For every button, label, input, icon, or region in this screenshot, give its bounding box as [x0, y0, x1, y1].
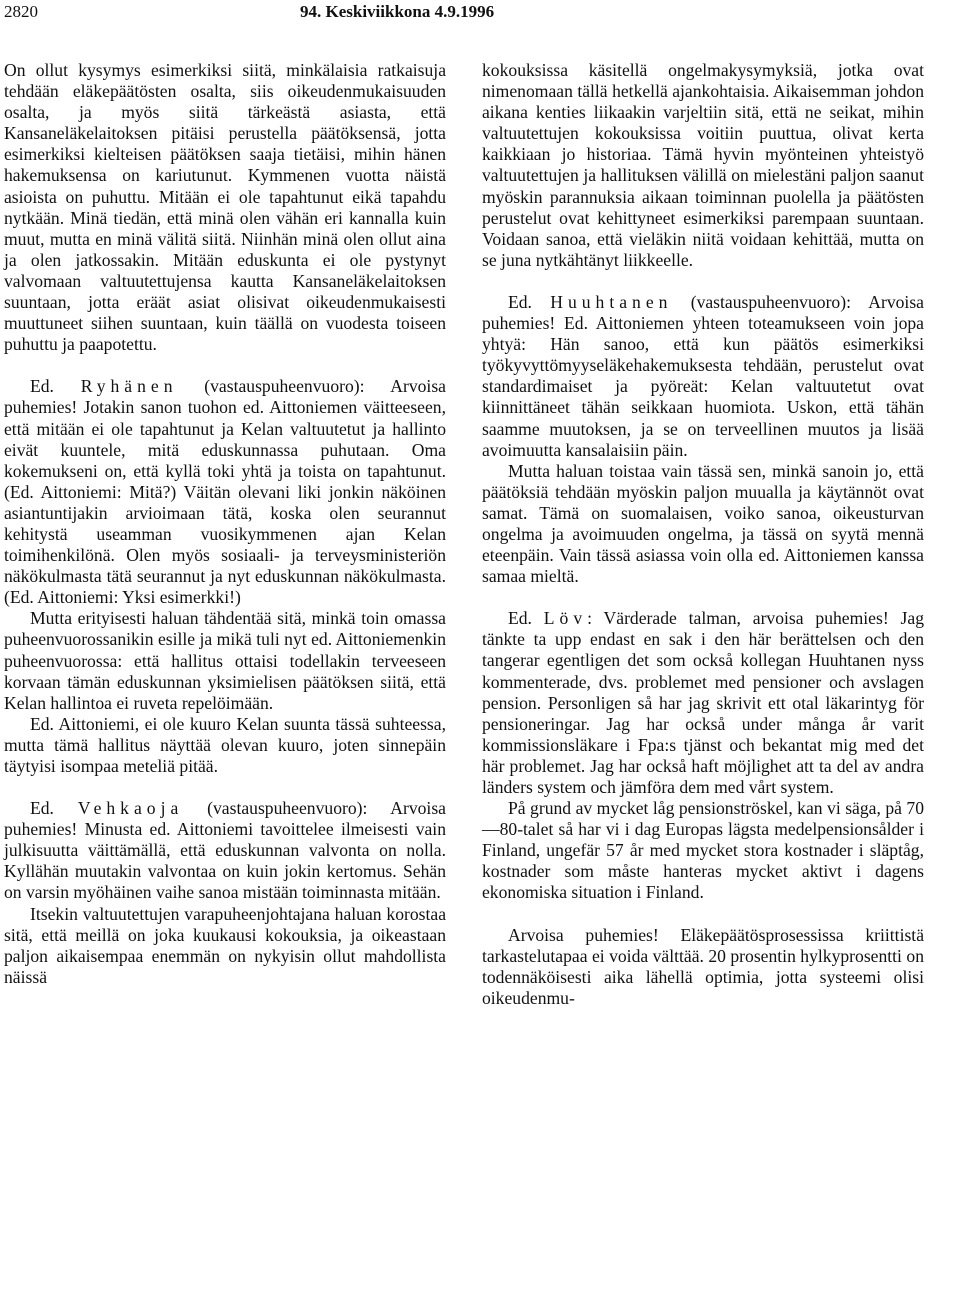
- speaker-prefix: Ed.: [30, 376, 54, 397]
- speech-lov: [482, 608, 924, 798]
- paragraph: På grund av mycket låg pensionströskel, kan vi säga, på 70—80-talet så har vi i dag Europas lägsta medelpensionsålder i Finland, ungefär 57 år med mycket stora kostnader i släptåg, kostnader som måste hanteras mycket aktivt i dagens ekonomiska situation i Finland.: [482, 798, 924, 903]
- right-column: [482, 60, 924, 1009]
- speaker-name: Vehkaoja: [77, 798, 184, 819]
- speech-text: (vastauspuheenvuoro): Arvoisa puhemies! Jotakin sanon tuohon ed. Aittoniemen väitteeseen, että mitään ei ole tapahtunut ja Kelan valtuutetut ja hallinto eivät kuuntele, mitä eduskunnassa puhutaan. Oma kokemukseni on, että kyllä toki yhtä ja toista on tapahtunut. (Ed. Aittoniemi: Mitä?) Väitän olevani liki jonkin näköinen asiantuntijakin arvioimaan tätä, koska olen seurannut kehitystä useamman vuosikymmenen ajan Kelan toimihenkilönä. Olen myös sosiaali- ja terveysministeriön näkökulmasta tätä seurannut ja nyt eduskunnan näkökulmasta. (Ed. Aittoniemi: Yksi esimerkki!): [4, 376, 446, 608]
- left-column: [4, 60, 446, 988]
- page-number: 2820: [4, 2, 38, 21]
- speech-ryhanen: [4, 376, 446, 608]
- speech-text: (vastauspuheenvuoro): Arvoisa puhemies! Ed. Aittoniemen yhteen toteamukseen voin jopa yhtyä: Hän sanoo, että kun päätös esimerkiksi työkyvyttömyyseläkehakemuksesta tehdään, perustelut ovat standardimaiset ja pyöreät: Kelan valtuutetut ovat kiinnittäneet tähän seikkaan huomiota. Uskon, että tähän saamme muutoksen, ja se on terveellinen muutos ja lisää avoimuutta kansalaisiin päin.: [482, 291, 924, 460]
- speaker-prefix: Ed.: [30, 798, 54, 819]
- paragraph: kokouksissa käsitellä ongelmakysymyksiä, jotka ovat nimenomaan tällä hetkellä ajankohtaisia. Aikaisemman johdon aikana kenties liikaakin varjeltiin sitä, että ne seikat, mihin valtuutettujen kokouksissa voitiin puuttua, olivat kerta kaikkiaan jo historiaa. Tämä hyvin myönteinen yhteistyö valtuutettujen ja hallituksen välillä on mielestäni paljon saanut myöskin parannuksia aikaan toiminnan puolella ja päätösten perustelut ovat kehittyneet esimerkiksi parempaan suuntaan. Voidaan sanoa, että vieläkin niitä voidaan kehittää, mutta on se juna nytkähtänyt liikkeelle.: [482, 60, 924, 270]
- paragraph: Mutta erityisesti haluan tähdentää sitä, minkä toin omassa puheenvuorossanikin esille ja mikä tuli nyt ed. Aittoniemenkin puheenvuorossa: että hallitus ottaisi todellakin terveeseen korvaan tämän eduskunnan yksimielisen päätöksen siitä, että Kelan hallintoa ei ruveta repelöimään.: [4, 608, 446, 713]
- issue-date: 94. Keskiviikkona 4.9.1996: [300, 2, 495, 21]
- speech-huuhtanen: [482, 292, 924, 461]
- paragraph: Mutta haluan toistaa vain tässä sen, minkä sanoin jo, että päätöksiä tehdään myöskin paljon muualla ja käytännöt ovat samat. Tämä on suomalaisen, voiko sanoa, oikeusturvan ongelma ja avoimuuden ongelma, ja tässä on syytä mennä eteenpäin. Vain tässä asiassa voin olla ed. Aittoniemen kanssa samaa mieltä.: [482, 460, 924, 587]
- speech-text: (vastauspuheenvuoro): Arvoisa puhemies! Minusta ed. Aittoniemi tavoittelee ilmeisesti vain julkisuutta väittämällä, että eduskunnan valvonta on nolla. Kyllähän muutakin valvontaa on kuin jokin kertomus. Sehän on varsin myöhäinen vaihe sanoa mistään toiminnasta mitään.: [4, 798, 446, 903]
- speaker-name: Ryhänen: [80, 376, 178, 397]
- paragraph: Itsekin valtuutettujen varapuheenjohtajana haluan korostaa sitä, että meillä on joka kuukausi kokouksia, ja oikeastaan paljon aikaisempaa enemmän on nykyisin ollut mahdollista näissä: [4, 903, 446, 987]
- paragraph: Ed. Aittoniemi, ei ole kuuro Kelan suunta tässä suhteessa, mutta tämä hallitus näyttää olevan kuuro, joten sinnepäin täytyisi isompaa meteliä pitää.: [4, 713, 446, 776]
- speaker-prefix: Ed.: [508, 291, 532, 312]
- speech-vehkaoja: [4, 798, 446, 903]
- page-header: [0, 0, 960, 30]
- speaker-prefix: Ed.: [508, 608, 532, 629]
- speaker-name: Huuhtanen: [550, 291, 673, 312]
- speech-text: : Värderade talman, arvoisa puhemies! Jag tänkte ta upp endast en sak i den här berättelsen och den tangerar egentligen det som också kollegan Huuhtanen nyss kommenterade, dvs. problemet med pensioner och avslagen pension. Personligen så har jag skrivit ett otal läkarintyg för pensioneringar. Jag har också under många år varit kommissionsläkare i Fpa:s tjänst och bekantat mig med det här problemet. Jag har också haft möjlighet att ta del av andra länders system och jämföra dem med vårt system.: [482, 608, 924, 797]
- speaker-name: Löv: [543, 608, 588, 629]
- paragraph: On ollut kysymys esimerkiksi siitä, minkälaisia ratkaisuja tehdään eläkepäätösten osalta, siis oikeudenmukaisuuden osalta, ja myös siitä tärkeästä asiasta, että Kansaneläkelaitoksen pitäisi perustella päätöksensä, jotta esimerkiksi kielteisen päätöksen saaja tietäisi, mihin hänen hakemuksensa on kariutunut. Kymmenen vuotta näistä asioista on puhuttu. Mitään ei ole tapahtunut eikä tapahdu nytkään. Minä tiedän, että minä olen vähän eri kannalla kuin muut, mutta en minä välitä siitä. Niinhän minä olen ollut aina ja olen jatkossakin. Mitään eduskunta ei ole pystynyt valvomaan valtuutettujensa kautta Kansaneläkelaitoksen suuntaan, jotta eräät asiat olisivat oikeudenmukaisesti muuttuneet siihen suuntaan, kuin täällä on vuodesta toiseen puhuttu ja paapotettu.: [4, 60, 446, 355]
- paragraph: Arvoisa puhemies! Eläkepäätösprosessissa kriittistä tarkastelutapaa ei voida välttää. 20 prosentin hylkyprosentti on todennäköisesti aika lähellä optimia, jotta systeemi olisi oikeudenmu-: [482, 924, 924, 1008]
